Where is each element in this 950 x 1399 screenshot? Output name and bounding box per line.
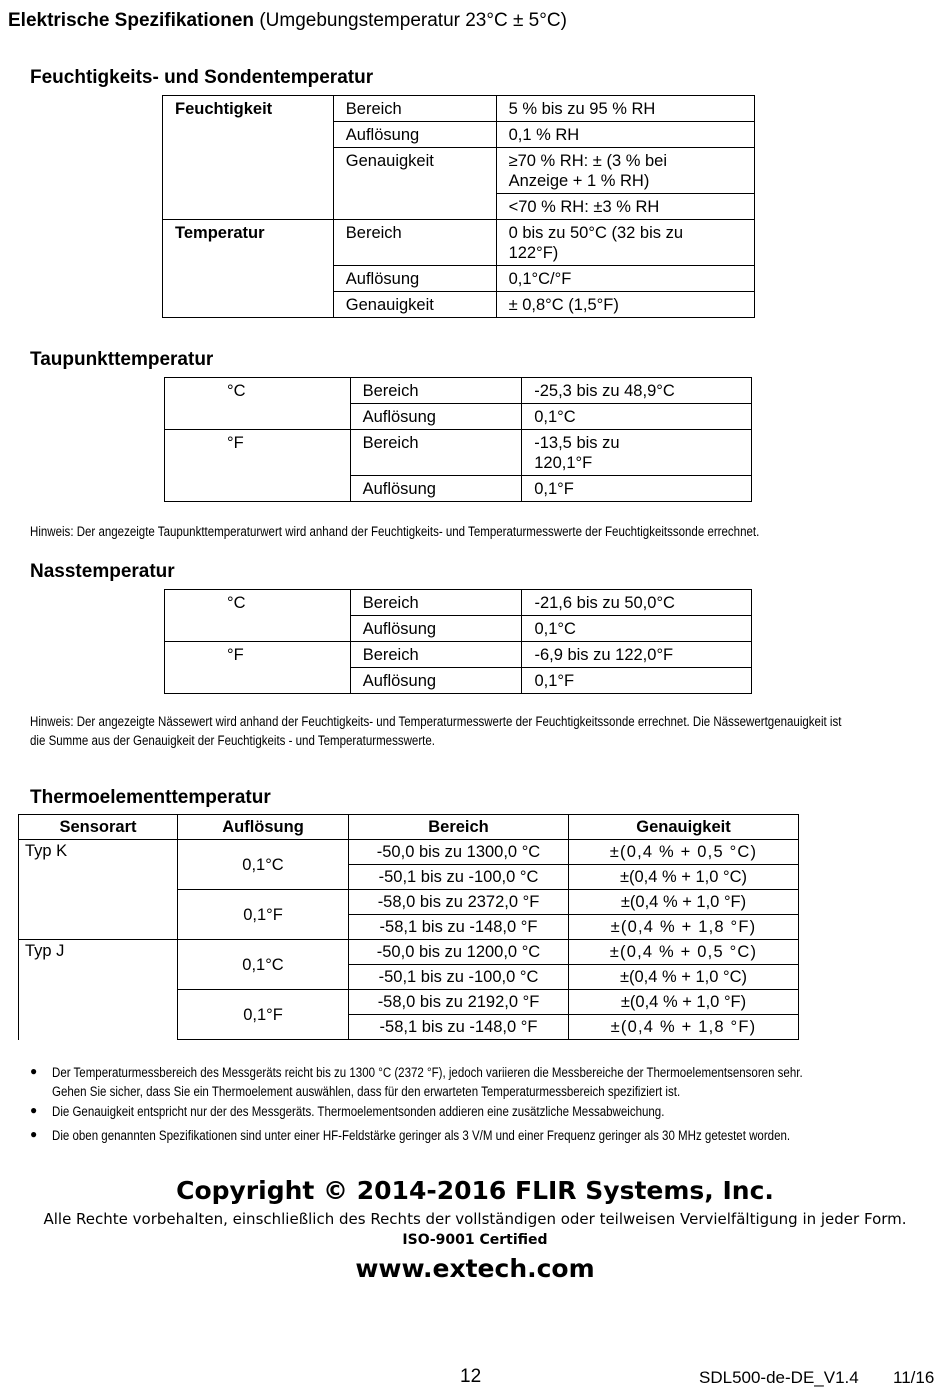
table-cell-empty (333, 194, 496, 220)
table-cell-empty (163, 266, 334, 292)
table-cell-empty (163, 148, 334, 194)
thermocouple-heading: Thermoelementtemperatur (30, 787, 271, 808)
note-line: Der Temperaturmessbereich des Messgeräts reicht bis zu 1300 °C (2372 °F), jedoch variieren die Messbereiche der Thermoelementsensoren sehr. (52, 1065, 803, 1080)
dewpoint-unit-f: °F (165, 430, 351, 476)
dewpoint-range-c-label: Bereich (350, 378, 522, 404)
note-line: Die Genauigkeit entspricht nur der des Messgeräts. Thermoelementsonden addieren eine zusätzliche Messabweichung. (52, 1104, 665, 1119)
dewpoint-range-c-value: -25,3 bis zu 48,9°C (522, 378, 752, 404)
page-title-conditions: (Umgebungstemperatur 23°C ± 5°C) (259, 10, 567, 31)
note-text (52, 1102, 803, 1121)
page-of-total: 11/16 (893, 1368, 935, 1387)
dewpoint-unit-c: °C (165, 378, 351, 404)
wetbulb-range-f-value: -6,9 bis zu 122,0°F (522, 642, 752, 668)
iso-certification: ISO-9001 Certified (402, 1232, 548, 1248)
bullet-icon: ● (30, 1127, 38, 1141)
note-text (52, 1063, 803, 1101)
bullet-icon: ● (30, 1103, 38, 1117)
range-cell: -58,1 bis zu -148,0 °F (349, 915, 569, 940)
resolution-cell: 0,1°F (178, 990, 349, 1040)
accuracy-cell: ±(0,4 % + 1,8 °F) (569, 915, 799, 940)
table-row (19, 940, 799, 965)
copyright: Copyright © 2014-2016 FLIR Systems, Inc. (176, 1176, 774, 1205)
humidity-range-value: 5 % bis zu 95 % RH (496, 96, 754, 122)
range-cell: -50,1 bis zu -100,0 °C (349, 965, 569, 990)
temperature-range-value: 0 bis zu 50°C (32 bis zu 122°F) (496, 220, 754, 266)
wetbulb-heading: Nasstemperatur (30, 561, 175, 582)
list-item (30, 1102, 925, 1121)
range-cell: -50,0 bis zu 1200,0 °C (349, 940, 569, 965)
range-cell: -50,1 bis zu -100,0 °C (349, 865, 569, 890)
range-cell: -50,0 bis zu 1300,0 °C (349, 840, 569, 865)
dewpoint-range-f-label: Bereich (350, 430, 522, 476)
list-item (30, 1126, 925, 1145)
accuracy-cell: ±(0,4 % + 1,0 °C) (569, 865, 799, 890)
table-cell-empty (163, 292, 334, 318)
humidity-accuracy-high-value: ≥70 % RH: ± (3 % bei Anzeige + 1 % RH) (496, 148, 754, 194)
table-cell-empty (165, 616, 351, 642)
document-id: SDL500-de-DE_V1.4 (699, 1368, 859, 1387)
page-number: 12 (460, 1366, 482, 1387)
note-line: Die oben genannten Spezifikationen sind unter einer HF-Feldstärke geringer als 3 V/M und einer Frequenz geringer als 30 MHz getestet worden. (52, 1128, 791, 1143)
wetbulb-note-line2: die Summe aus der Genauigkeit der Feuchtigkeits - und Temperaturmesswerte. (30, 733, 435, 748)
rights-statement: Alle Rechte vorbehalten, einschließlich des Rechts der vollständigen oder teilweisen Vervielfältigung in jeder Form. (43, 1210, 907, 1228)
range-cell: -58,0 bis zu 2372,0 °F (349, 890, 569, 915)
humidity-resolution-value: 0,1 % RH (496, 122, 754, 148)
wetbulb-range-c-label: Bereich (350, 590, 522, 616)
table-cell-empty (165, 404, 351, 430)
dewpoint-resolution-c-value: 0,1°C (522, 404, 752, 430)
range-cell: -58,1 bis zu -148,0 °F (349, 1015, 569, 1040)
accuracy-cell: ±(0,4 % + 0,5 °C) (569, 840, 799, 865)
wetbulb-unit-c: °C (165, 590, 351, 616)
note-text (52, 1126, 803, 1145)
dewpoint-heading: Taupunkttemperatur (30, 349, 214, 370)
dewpoint-table (164, 377, 752, 502)
humidity-resolution-label: Auflösung (333, 122, 496, 148)
column-header-accuracy: Genauigkeit (569, 815, 799, 840)
page-title-bold: Elektrische Spezifikationen (8, 10, 255, 31)
temperature-resolution-value: 0,1°C/°F (496, 266, 754, 292)
table-cell-empty (163, 122, 334, 148)
wetbulb-resolution-c-label: Auflösung (350, 616, 522, 642)
resolution-cell: 0,1°C (178, 940, 349, 990)
humidity-accuracy-low-value: <70 % RH: ±3 % RH (496, 194, 754, 220)
thermocouple-notes (30, 1063, 925, 1150)
website-link[interactable]: www.extech.com (355, 1254, 595, 1283)
dewpoint-range-f-value: -13,5 bis zu 120,1°F (522, 430, 752, 476)
column-header-resolution: Auflösung (178, 815, 349, 840)
accuracy-cell: ±(0,4 % + 1,0 °F) (569, 890, 799, 915)
wetbulb-resolution-f-value: 0,1°F (522, 668, 752, 694)
page-title (8, 10, 567, 32)
accuracy-cell: ±(0,4 % + 0,5 °C) (569, 940, 799, 965)
wetbulb-range-f-label: Bereich (350, 642, 522, 668)
temperature-accuracy-value: ± 0,8°C (1,5°F) (496, 292, 754, 318)
dewpoint-resolution-f-label: Auflösung (350, 476, 522, 502)
column-header-range: Bereich (349, 815, 569, 840)
range-cell: -58,0 bis zu 2192,0 °F (349, 990, 569, 1015)
accuracy-cell: ±(0,4 % + 1,0 °C) (569, 965, 799, 990)
note-line: Gehen Sie sicher, dass Sie ein Thermoelement auswählen, dass für den erwarteten Temperaturmessbereich spezifiziert ist. (52, 1084, 681, 1099)
wetbulb-note-line1: Hinweis: Der angezeigte Nässewert wird anhand der Feuchtigkeits- und Temperaturmesswerte der Feuchtigkeitssonde errechnet. Die Nässewertgenauigkeit ist (30, 714, 842, 729)
humidity-label: Feuchtigkeit (163, 96, 334, 122)
table-cell-empty (165, 668, 351, 694)
accuracy-cell: ±(0,4 % + 1,8 °F) (569, 1015, 799, 1040)
wetbulb-range-c-value: -21,6 bis zu 50,0°C (522, 590, 752, 616)
wetbulb-unit-f: °F (165, 642, 351, 668)
table-cell-empty (165, 476, 351, 502)
table-row (19, 840, 799, 865)
humidity-accuracy-label: Genauigkeit (333, 148, 496, 194)
dewpoint-resolution-f-value: 0,1°F (522, 476, 752, 502)
sensor-type-j: Typ J (19, 940, 178, 1040)
table-cell-empty (163, 194, 334, 220)
humidity-table (162, 95, 755, 318)
temperature-range-label: Bereich (333, 220, 496, 266)
accuracy-cell: ±(0,4 % + 1,0 °F) (569, 990, 799, 1015)
resolution-cell: 0,1°F (178, 890, 349, 940)
resolution-cell: 0,1°C (178, 840, 349, 890)
sensor-type-k: Typ K (19, 840, 178, 940)
temperature-accuracy-label: Genauigkeit (333, 292, 496, 318)
list-item (30, 1063, 925, 1101)
temperature-resolution-label: Auflösung (333, 266, 496, 292)
wetbulb-note (30, 712, 841, 750)
humidity-range-label: Bereich (333, 96, 496, 122)
table-header-row (19, 815, 799, 840)
dewpoint-resolution-c-label: Auflösung (350, 404, 522, 430)
thermocouple-table (18, 814, 799, 1040)
wetbulb-resolution-f-label: Auflösung (350, 668, 522, 694)
wetbulb-table (164, 589, 752, 694)
dewpoint-note: Hinweis: Der angezeigte Taupunkttemperaturwert wird anhand der Feuchtigkeits- und Temperaturmesswerte der Feuchtigkeitssonde errechnet. (30, 524, 760, 539)
column-header-sensor: Sensorart (19, 815, 178, 840)
humidity-heading: Feuchtigkeits- und Sondentemperatur (30, 67, 374, 88)
bullet-icon: ● (30, 1064, 38, 1078)
temperature-label: Temperatur (163, 220, 334, 266)
wetbulb-resolution-c-value: 0,1°C (522, 616, 752, 642)
